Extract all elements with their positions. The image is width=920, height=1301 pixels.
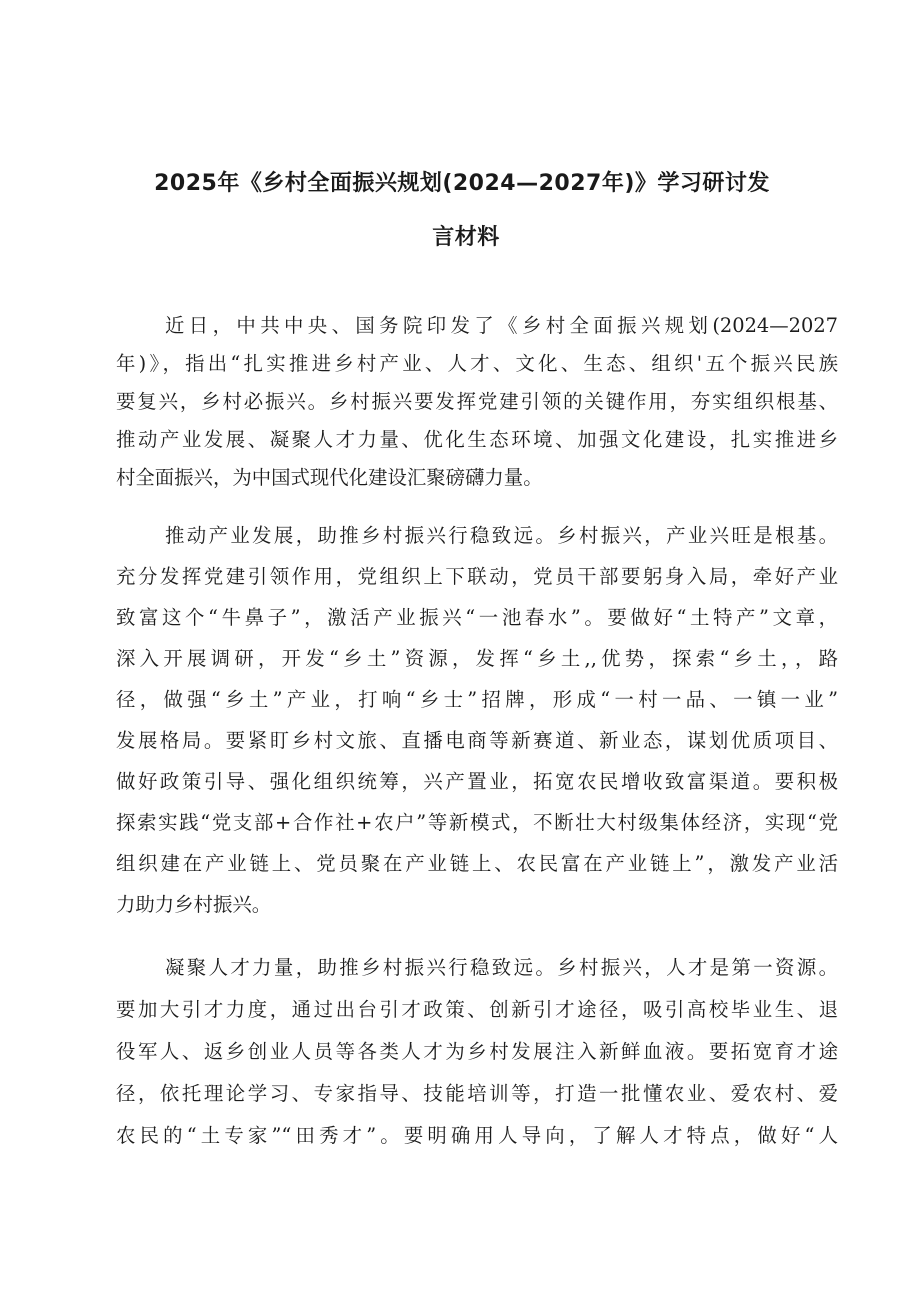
paragraph-3-line-5: 农民的“土专家”“田秀才”。要明确用人导向，了解人才特点，做好“人 — [116, 1124, 838, 1147]
paragraph-1-line-4: 推动产业发展、凝聚人才力量、优化生态环境、加强文化建设，扎实推进乡 — [116, 428, 838, 451]
paragraph-2-line-10: 力助力乡村振兴。 — [116, 893, 272, 916]
paragraph-2-line-4: 深入开展调研，开发“乡土”资源，发挥“乡土,,优势，探索“乡土，，路 — [116, 647, 838, 670]
paragraph-2-line-6: 发展格局。要紧盯乡村文旅、直播电商等新赛道、新业态，谋划优质项目、 — [116, 729, 838, 752]
document-title-line-2: 言材料 — [432, 225, 500, 250]
paragraph-3-line-3: 役军人、返乡创业人员等各类人才为乡村发展注入新鲜血液。要拓宽育才途 — [116, 1040, 838, 1063]
paragraph-3-line-4: 径，依托理论学习、专家指导、技能培训等，打造一批懂农业、爱农村、爱 — [116, 1082, 838, 1105]
paragraph-3-line-1: 凝聚人才力量，助推乡村振兴行稳致远。乡村振兴，人才是第一资源。 — [165, 956, 838, 979]
paragraph-2-line-8: 探索实践“党支部+合作社+农户”等新模式，不断壮大村级集体经济，实现“党 — [116, 811, 838, 834]
paragraph-1-line-2: 年)》，指出“扎实推进乡村产业、人才、文化、生态、组织'五个振兴民族 — [116, 352, 838, 375]
paragraph-2-line-2: 充分发挥党建引领作用，党组织上下联动，党员干部要躬身入局，牵好产业 — [116, 565, 838, 588]
paragraph-2-line-7: 做好政策引导、强化组织统筹，兴产置业，拓宽农民增收致富渠道。要积极 — [116, 770, 838, 793]
paragraph-1-line-5: 村全面振兴，为中国式现代化建设汇聚磅礴力量。 — [116, 466, 543, 489]
paragraph-1-line-1: 近日，中共中央、国务院印发了《乡村全面振兴规划(2024—2027 — [165, 314, 838, 337]
document-title-line-1: 2025年《乡村全面振兴规划(2024—2027年)》学习研讨发 — [154, 171, 770, 196]
paragraph-2-line-3: 致富这个“牛鼻子”，激活产业振兴“一池春水”。要做好“土特产”文章， — [116, 606, 838, 629]
paragraph-2-line-5: 径，做强“乡土”产业，打响“乡士”招牌，形成“一村一品、一镇一业” — [116, 688, 838, 711]
paragraph-3-line-2: 要加大引才力度，通过出台引才政策、创新引才途径，吸引高校毕业生、退 — [116, 998, 838, 1021]
paragraph-2-line-1: 推动产业发展，助推乡村振兴行稳致远。乡村振兴，产业兴旺是根基。 — [165, 524, 838, 547]
paragraph-2-line-9: 组织建在产业链上、党员聚在产业链上、农民富在产业链上”，激发产业活 — [116, 852, 838, 875]
paragraph-1-line-3: 要复兴，乡村必振兴。乡村振兴要发挥党建引领的关键作用，夯实组织根基、 — [116, 390, 838, 413]
